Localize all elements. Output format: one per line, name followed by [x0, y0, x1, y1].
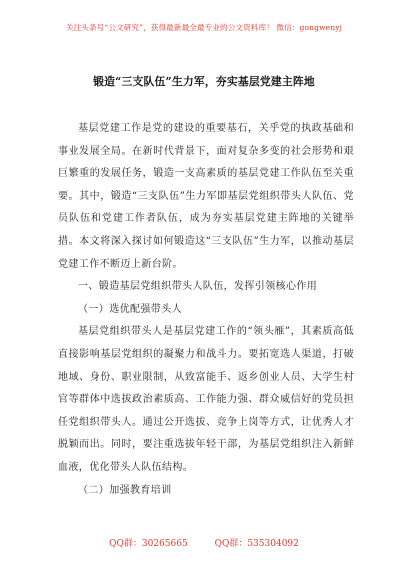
document-title: 锻造“三支队伍”生力军，夯实基层党建主阵地	[93, 75, 315, 88]
footer-qq-group-2: QQ群：535304092	[214, 539, 299, 549]
page-header-banner: 关注头条号“公文研究”，获得最新最全最专业的公文资料库！ 微信：gongwenyj	[65, 23, 343, 32]
intro-paragraph: 基层党建工作是党的建设的重要基石，关乎党的执政基础和事业发展全局。在新时代背景下，面对复杂多变的社会形势和艰巨繁重的发展任务，锻造一支高素质的基层党建工作队伍至关重要。其中，锻造“三支队伍”生力军即基层党组织带头人队伍、党员队伍和党建工作者队伍，成为夯实基层党建主阵地的关键举措。本文将深入探讨如何锻造这“三支队伍”生力军，以推动基层党建工作不断迈上新台阶。	[58, 123, 354, 270]
document-body	[58, 118, 354, 502]
subparagraph-1: 基层党组织带头人是基层党建工作的“领头雁”，其素质高低直接影响基层党组织的凝聚力和战斗力。要拓宽选人渠道，打破地域、身份、职业限制，从致富能手、返乡创业人员、大学生村官等群体中选拔政治素质高、工作能力强、群众威信好的党员担任党组织带头人。通过公开选拔、竞争上岗等方式，让优秀人才脱颖而出。同时，要注重选拔年轻干部，为基层党组织注入新鲜血液，优化带头人队伍结构。	[58, 326, 354, 473]
section-heading: 一、锻造基层党组织带头人队伍，发挥引领核心作用	[78, 281, 318, 293]
subheading-2: （二）加强教育培训	[78, 484, 172, 496]
subheading-1: （一）选优配强带头人	[78, 303, 182, 315]
page-footer	[0, 536, 408, 549]
footer-qq-group-1: QQ群：30265665	[109, 539, 188, 549]
